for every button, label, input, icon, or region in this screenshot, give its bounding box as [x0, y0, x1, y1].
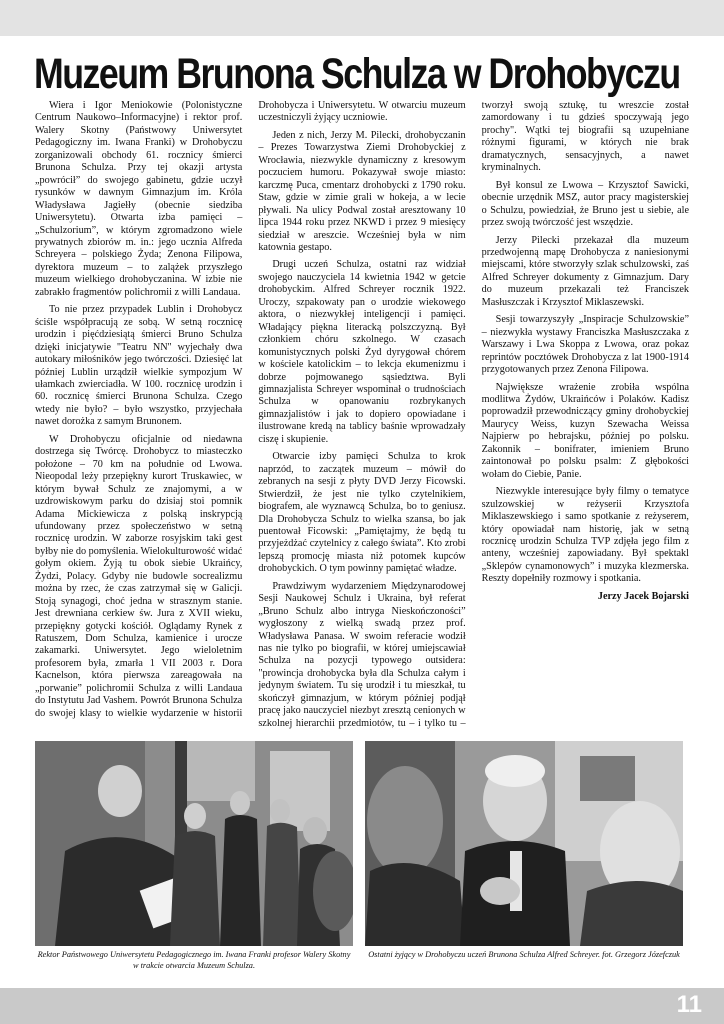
paragraph: Jerzy Pilecki przekazał dla muzeum przedwojenną mapę Drohobycza z naniesionymi miejscami, które stworzyły szlak schulzowski, zaś Alfred Schreyer dokumenty z Gimnazjum. Dary do muzeum przekazali też Franciszek Masłuszczak i Krzysztof Miklaszewski. [481, 234, 689, 308]
paragraph: Drugi uczeń Schulza, ostatni raz widział swojego nauczyciela 14 kwietnia 1942 w getcie drohobyckim. Alfred Schreyer rocznik 1922. Uroczy, szpakowaty pan o urodzie wiekowego aktora, o niezwykłej inteligencji i pamięci. Władający piękna literacką polszczyzną. Był członkiem chóru szkolnego. W czasach komunistycznych polski Żyd dyrygował chórem w kościele katolickim – to lekcja ekumenizmu i dobrze pojmowanego sąsiedztwa. Byli gimnazjalista Schreyer wspominał o trudnościach Schulza w opanowaniu rozbrykanych gimnazjalistów i jak to dopiero opowiadane i ilustrowane kredą na tablicy baśnie wprowadzały ciszę i skupienie. [258, 259, 466, 445]
paragraph: Sesji towarzyszyły „Inspiracje Schulzowskie” – niezwykła wystawy Franciszka Masłuszczaka z Warszawy i Lwa Skoppa z Lwowa, oraz pokaz reprintów pocztówek Drohobycza z lat 1900-1914 przygotowanych przez Zenona Filipowa. [481, 314, 689, 376]
page-number: 11 [676, 991, 702, 1018]
paragraph: Był konsul ze Lwowa – Krzysztof Sawicki, obecnie urzędnik MSZ, autor pracy magisterskiej o Schulzu, powiedział, że Bruno jest u siebie, ale przez swoją twórczość jest wszędzie. [481, 179, 689, 229]
paragraph: Otwarcie izby pamięci Schulza to krok naprzód, to zaczątek muzeum – mówił do zebranych na sesji z płyty DVD Jerzy Ficowski. Stwierdził, że jest nie tylko czytelnikiem, biografem, ale wyznawcą Schulza, bo to geniusz. Dla Drohobycza Schulz to wielka szansa, bo jak puentował Ficowski: „Pamiętajmy, że będą tu przyjeżdżać czytelnicy z całego świata”. Kto zrobi lepszą promocję miasta niż potomek kupców drohobyckich. O tym powinny pamiętać władze. [258, 451, 466, 575]
photo-caption: Rektor Państwowego Uniwersytetu Pedagogicznego im. Iwana Franki profesor Walery Skotny w trakcie otwarcia Muzeum Schulza. [37, 950, 351, 970]
paragraph: Wiera i Igor Meniokowie (Polonistyczne Centrum Naukowo–Informacyjne) i rektor prof. Walery Skotny (Państwowy Uniwersytet Pedagogiczny im. Iwana Franki) w Drohobyczu zorganizowali obchody 61. rocznicy śmierci Brunona Schulza. Przy tej okazji artysta „powrócił” do swojego gabinetu, gdzie uczył rysunków w dawnym Gimnazjum im. Króla Władysława Jagiełły (obecnie siedziba Uniwersytetu). Otwarta izba pamięci – „Schulzorium”, w którym zgromadzono wiele prywatnych zbiorów m. in.: jego ucznia Alfreda Schreyera – polskiego Żyda; Zenona Filipowa, dyrektora muzeum – to zalążek przyszłego muzeum wielkiego drohobyczanina. W izbie nie zabrakło fragmentów polichromii z willi Landaua. [35, 100, 243, 298]
photo-museum-opening [35, 741, 353, 946]
top-band [0, 0, 724, 36]
paragraph: Niezwykle interesujące były filmy o tematyce szulzowskiej w reżyserii Krzysztofa Miklaszewskiego i samo spotkanie z reżyserem, który opowiadał nam historię, jak w setną rocznicę urodzin Schulza TVP zdjęła jego film z anteny, wcześniej zapowiadany. Był spektakl „Sklepów cynamonowych” i muzyka klezmerska. Reszty dopełniły rozmowy i spotkania. [481, 486, 689, 585]
photo-caption: Ostatni żyjący w Drohobyczu uczeń Brunona Schulza Alfred Schreyer. fot. Grzegorz Józefczuk [368, 950, 680, 959]
paragraph: Jeden z nich, Jerzy M. Pilecki, drohobyczanin – Prezes Towarzystwa Ziemi Drohobyckiej z Wrocławia, niezwykle dynamiczny z kresowym poczuciem humoru. Pokazywał swoje miasto: karczmę Puca, cmentarz drohobycki z 1790 roku. Staw, gdzie w zimie grali w hokeja, a w lecie pływali. Na ulicy Podwal został aresztowany 10 lipca 1944 roku przez NKWD i przez 9 miesięcy siedział w areszcie. Wcześniej była w nim katownia gestapo. [258, 129, 466, 253]
paragraph: Prawdziwym wydarzeniem Międzynarodowej Sesji Naukowej Schulz i Ukraina, był referat „Bruno Schulz albo intryga Nieskończoności” wygłoszony z wielką swadą przez prof. Władysława Panasa. W swoim referacie wodził nas nie tylko po biografii, w której umiejscawiał Schulza na pozycji typowego outsidera: "prowincja drohobycka była dla Schulza całym i jedynym światem. Tu się urodził i tu mieszkał, tu skończył gimnazjum, w którym później podjął pracę jako nauczyciel niezbyt zresztą cenionych w szkolnej hierarchii przedmiotów, tu – i tylko tu – tworzył swoją sztukę, tu wreszcie został zamordowany i tu gdzieś spoczywają jego prochy". Wątki tej biografii są uzupełniane różnymi figurami, w których nie brak dramatycznych, sensacyjnych, a nawet kryminalnych. [258, 100, 689, 729]
paragraph: W Drohobyczu oficjalnie od niedawna dostrzega się Twórcę. Drohobycz to miasteczko położone – 70 km na południe od Lwowa. Nieopodal leży przepiękny kurort Truskawiec, w którym bywał Schulz ze znajomymi, a w uzdrowiskowym parku do dzisiaj stoi pomnik Adama Mickiewicza z polską inskrypcją ufundowany przez społeczeństwo w setną rocznicę urodzin. W zaborze rosyjskim taki gest byłby nie do pomyślenia. Wielokulturowość widać gołym okiem. Żyją tu obok siebie Ukraińcy, Żydzi, Polacy. Gdyby nie budowle socrealizmu można by rzec, że czas zatrzymał się w Galicji. Stoją synagogi, choć jedna w strasznym stanie. Jest drewniana cerkiew św. Jura z XVII wieku, przepiękny gotycki kościół. Oglądamy Rynek z Ratuszem, Dom Schulza, kamienice i urocze zakamarki. Uniwersytet. Jego wieloletnim profesorem była, zmarła 1 VII 2003 r. Dora Kacnelson, która pierwsza zareagowała na „porwanie” polichromii Schulza z willi Landaua do Instytutu Jad Vashem. Powrót Brunona Schulza do swojej klasy to wielkie wydarzenie w historii Drohobycza i Uniwersytetu. W otwarciu muzeum uczestniczyli żyjący uczniowie. [35, 100, 466, 719]
author-signature: Jerzy Jacek Bojarski [597, 590, 689, 602]
paragraph: Największe wrażenie zrobiła wspólna modlitwa Żydów, Ukraińców i Polaków. Kadisz poprowadził przewodniczący gminy drohobyckiej Maurycy Weiss, kuzyn Szewacha Weissa Najpierw po hebrajsku, później po polsku. Zakonnik – bonifrater, imieniem Bruno zaintonował po polsku psalm: Z głębokości wołam do Ciebie, Panie. [481, 381, 689, 480]
bottom-band [0, 988, 724, 1024]
paragraph: To nie przez przypadek Lublin i Drohobycz ściśle współpracują ze sobą. W setną rocznicę urodzin i pięćdziesiątą śmierci Bruno Schulza dzięki inicjatywie "Teatru NN" wyjechały dwa autokary miłośników jego twórczości. Dziesięć lat później Lublin urządził wielkie sympozjum W ułamkach zwierciadła. W 100. rocznicę urodzin i 60. rocznicę śmierci Brunona Schulza. Czego wtedy nie było? – było wszystko, przyjechała nawet dorożka z samym Brunonem. [35, 304, 243, 428]
article-title: Muzeum Brunona Schulza w Drohobyczu [34, 50, 680, 98]
photo-alfred-schreyer [365, 741, 683, 946]
article-body [35, 100, 689, 732]
